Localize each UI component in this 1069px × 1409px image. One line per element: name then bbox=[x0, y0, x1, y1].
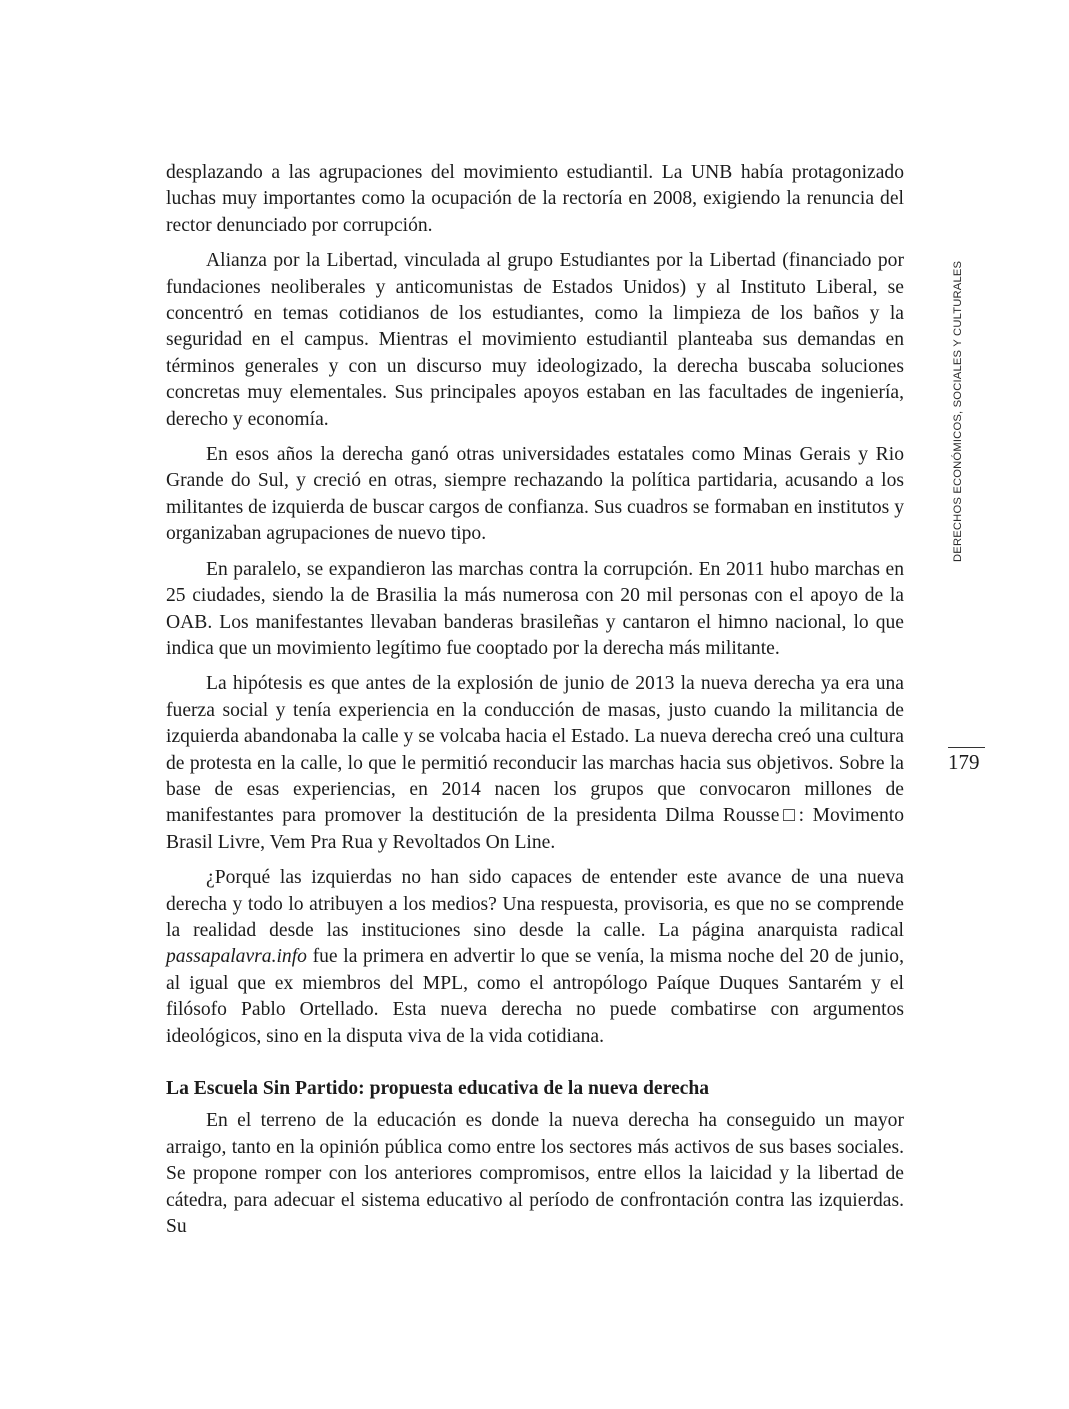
body-text-column bbox=[166, 160, 904, 1249]
paragraph-6-text-before: ¿Porqué las izquierdas no han sido capaces de entender este avance de una nueva derecha y todo lo atribuyen a los medios? Una respuesta, provisoria, es que no se comprende la realidad desde las instituciones sino desde la calle. La página anarquista radical bbox=[166, 867, 904, 941]
paragraph-6-text-after: fue la primera en advertir lo que se venía, la misma noche del 20 de junio, al igual que ex miembros del MPL, como el antropólogo Paíque Duques Santarém y el filósofo Pablo Ortellado. Esta nueva derecha no puede combatirse con argumentos ideológicos, sino en la disputa viva de la vida cotidiana. bbox=[166, 946, 904, 1047]
page-number: 179 bbox=[948, 750, 980, 774]
section-heading: La Escuela Sin Partido: propuesta educativa de la nueva derecha bbox=[166, 1078, 710, 1099]
paragraph-2: Alianza por la Libertad, vinculada al grupo Estudiantes por la Libertad (financiado por fundaciones neoliberales y anticomunistas de Estados Unidos) y al Instituto Liberal, se concentró en temas cotidianos de los estudiantes, como la limpieza de los baños y la seguridad en el campus. Mientras el movimiento estudiantil planteaba sus demandas en términos generales y con un discurso muy ideologizado, la derecha buscaba soluciones concretas muy elementales. Sus principales apoyos estaban en las facultades de ingeniería, derecho y economía. bbox=[166, 250, 904, 430]
paragraph-1: desplazando a las agrupaciones del movimiento estudiantil. La UNB había protagonizado luchas muy importantes como la ocupación de la rectoría en 2008, exigiendo la renuncia del rector denunciado por corrupción. bbox=[166, 162, 904, 236]
paragraph-6-italic-site: passapalavra.info bbox=[166, 946, 307, 968]
paragraph-6 bbox=[166, 865, 904, 1050]
side-section-label: DERECHOS ECONÓMICOS, SOCIALES Y CULTURALES bbox=[952, 260, 964, 562]
paragraph-5: La hipótesis es que antes de la explosión de junio de 2013 la nueva derecha ya era una fuerza social y tenía experiencia en la conducción de masas, justo cuando la militancia de izquierda abandonaba la calle y se volcaba hacia el Estado. La nueva derecha creó una cultura de protesta en la calle, lo que le permitió reconducir las marchas hacia sus objetivos. Sobre la base de esas experiencias, en 2014 nacen los grupos que convocaron millones de manifestantes para promover la destitución de la presidenta Dilma Rousse□: Movimento Brasil Livre, Vem Pra Rua y Revoltados On Line. bbox=[166, 673, 904, 853]
paragraph-7: En el terreno de la educación es donde la nueva derecha ha conseguido un mayor arraigo, tanto en la opinión pública como entre los sectores más activos de sus bases sociales. Se propone romper con los anteriores compromisos, entre ellos la laicidad y la libertad de cátedra, para adecuar el sistema educativo al período de confrontación contra las izquierdas. Su bbox=[166, 1110, 904, 1238]
page-number-rule bbox=[948, 747, 985, 748]
paragraph-4: En paralelo, se expandieron las marchas contra la corrupción. En 2011 hubo marchas en 25 ciudades, siendo la de Brasilia la más numerosa con 20 mil personas con el apoyo de la OAB. Los manifestantes llevaban banderas brasileñas y cantaron el himno nacional, lo que indica que un movimiento legítimo fue cooptado por la derecha más militante. bbox=[166, 558, 904, 659]
paragraph-3: En esos años la derecha ganó otras universidades estatales como Minas Gerais y Rio Grande do Sul, y creció en otras, siempre rechazando la política partidaria, acusando a los militantes de izquierda de buscar cargos de confianza. Sus cuadros se formaban en institutos y organizaban agrupaciones de nuevo tipo. bbox=[166, 444, 904, 545]
